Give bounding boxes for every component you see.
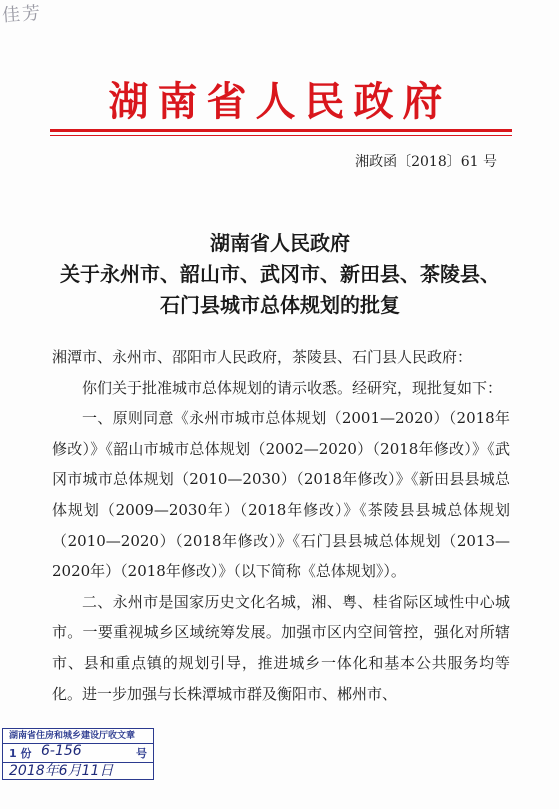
- issuing-authority-header: 湖南省人民政府: [108, 78, 452, 125]
- receipt-stamp: [2, 728, 154, 780]
- title-line-1: 湖南省人民政府: [210, 231, 350, 255]
- title-line-2: 关于永州市、韶山市、武冈市、新田县、茶陵县、: [60, 262, 500, 286]
- stamp-copies: 1 份: [9, 747, 32, 760]
- title-line-3: 石门县城市总体规划的批复: [160, 293, 400, 317]
- stamp-number-suffix: 号: [136, 747, 147, 760]
- document-title: [40, 228, 520, 321]
- stamp-receipt-number: 6-156: [41, 743, 82, 759]
- red-divider-thin: [50, 135, 512, 136]
- paragraph-1: 你们关于批准城市总体规划的请示收悉。经研究，现批复如下：: [82, 378, 503, 397]
- document-body: [52, 342, 510, 709]
- stamp-number-row: [3, 744, 153, 763]
- stamp-title: 湖南省住房和城乡建设厅收文章: [3, 729, 153, 744]
- document-number: 湘政函〔2018〕61 号: [355, 154, 497, 170]
- paragraph-2: 一、原则同意《永州市城市总体规划（2001—2020）（2018年修改）》《韶山市城市总体规划（2002—2020）（2018年修改）》《武冈市城市总体规划（2010—2030）（2018年修改）》《新田县县城总体规划（2009—2030年）（2018年修改）》《茶陵县县城总体规划（2010—2020）（2018年修改）》《石门县县城总体规划（2013—2020年）（2018年修改）》（以下简称《总体规划》）。: [52, 409, 510, 581]
- handwritten-mark: 佳芳: [1, 2, 43, 27]
- red-divider-thick: [50, 129, 512, 132]
- recipients-line: 湘潭市、永州市、邵阳市人民政府，茶陵县、石门县人民政府：: [52, 348, 473, 366]
- stamp-date: 2018年6月11日: [9, 763, 114, 779]
- paragraph-3: 二、永州市是国家历史文化名城，湘、粤、桂省际区域性中心城市。一要重视城乡区域统筹发展。加强市区内空间管控，强化对所辖市、县和重点镇的规划引导，推进城乡一体化和基本公共服务均等化。进一步加强与长株潭城市群及衡阳市、郴州市、: [52, 592, 510, 703]
